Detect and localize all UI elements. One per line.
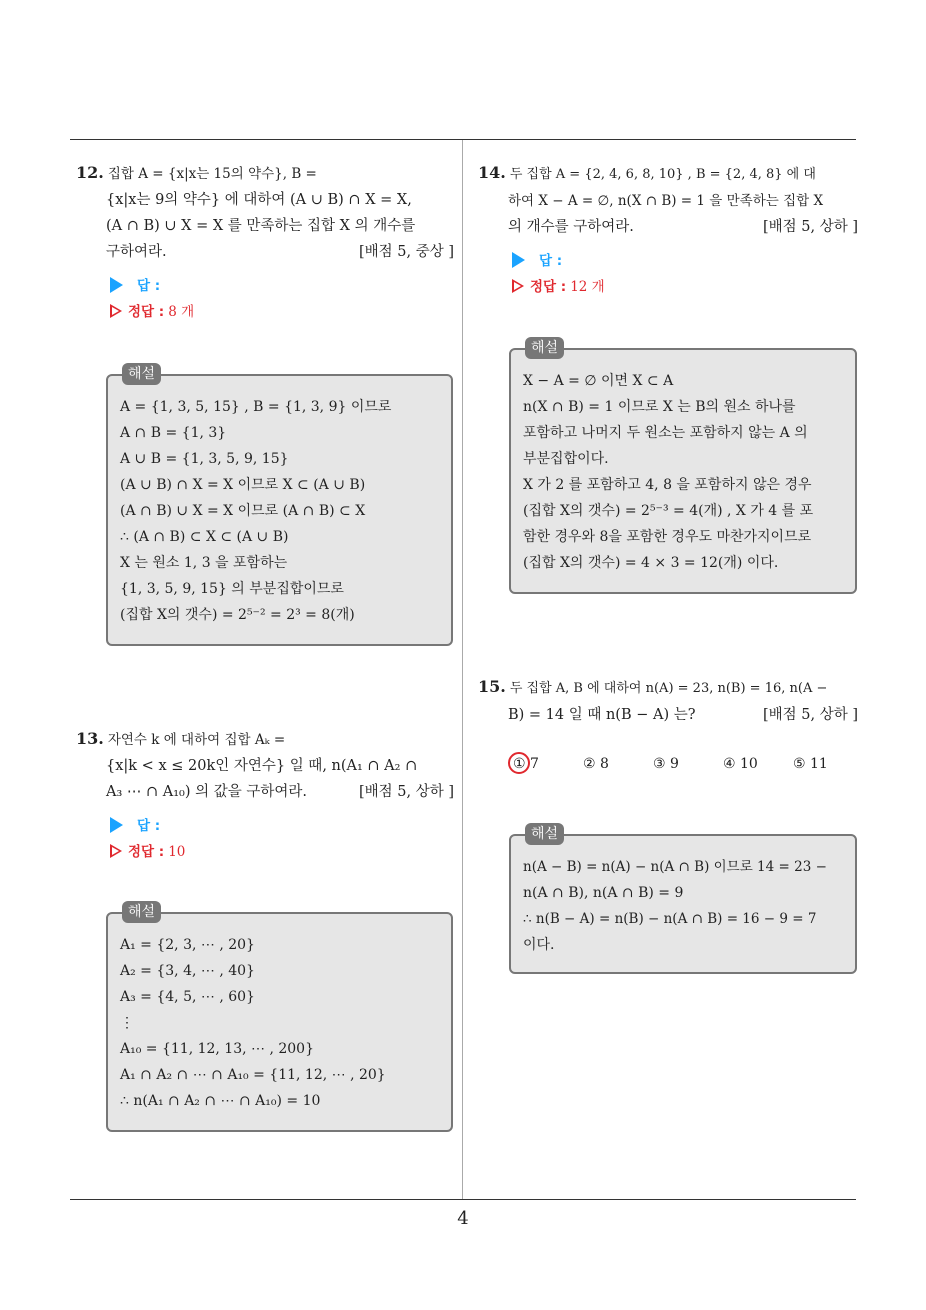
solution-line: 함한 경우와 8을 포함한 경우도 마찬가지이므로 [523, 529, 812, 545]
solution-line: A₁ = {2, 3, ⋯ , 20} [120, 937, 255, 953]
solution-line: A₁₀ = {11, 12, 13, ⋯ , 200} [120, 1041, 314, 1057]
question-12-text [76, 160, 454, 265]
choice-list [513, 756, 853, 780]
answer-label: 답 : [137, 818, 161, 834]
solution-line: 이다. [523, 937, 555, 953]
choice-label: ② 8 [583, 756, 609, 772]
solution-line: (A ∩ B) ∪ X = X 이므로 (A ∩ B) ⊂ X [120, 503, 366, 519]
solution-box-15 [509, 826, 857, 974]
question-line: 두 집합 A, B 에 대하여 n(A) = 23, n(B) = 16, n(A − [509, 681, 828, 696]
correct-label: 정답 : [128, 304, 165, 320]
solution-line: A ∩ B = {1, 3} [120, 425, 227, 441]
page-number: 4 [457, 1208, 469, 1229]
question-12 [76, 160, 454, 325]
choice-1[interactable] [513, 756, 539, 772]
choice-label: ③ 9 [653, 756, 679, 772]
solution-line: (집합 X의 갯수) = 2⁵⁻³ = 4(개) , X 가 4 를 포 [523, 503, 814, 519]
solution-line: {1, 3, 5, 9, 15} 의 부분집합이므로 [120, 581, 344, 597]
choice-label: ① 7 [513, 756, 539, 772]
correct-answer-row [110, 299, 454, 325]
play-icon [512, 252, 525, 268]
solution-line: A₂ = {3, 4, ⋯ , 40} [120, 963, 255, 979]
solution-line: n(A ∩ B), n(A ∩ B) = 9 [523, 885, 684, 901]
score-label: [배점 5, 중상 ] [358, 244, 454, 260]
question-line: 집합 A = {x|x는 15의 약수}, B = [107, 166, 317, 182]
correct-label: 정답 : [128, 844, 165, 860]
solution-line: A ∪ B = {1, 3, 5, 9, 15} [120, 451, 289, 467]
solution-tag: 해설 [525, 823, 564, 845]
solution-line: X 는 원소 1, 3 을 포함하는 [120, 555, 288, 571]
answer-row[interactable] [110, 273, 454, 299]
solution-line: (집합 X의 갯수) = 2⁵⁻² = 2³ = 8(개) [120, 607, 355, 623]
solution-line: ∴ (A ∩ B) ⊂ X ⊂ (A ∪ B) [120, 529, 289, 545]
solution-box-13 [106, 904, 453, 1132]
correct-value: 8 개 [168, 304, 195, 320]
choice-3[interactable] [653, 756, 679, 772]
play-icon [110, 817, 123, 833]
correct-answer-row [512, 274, 858, 300]
solution-line: ⋮ [120, 1015, 134, 1031]
solution-line: A₃ = {4, 5, ⋯ , 60} [120, 989, 255, 1005]
choice-5[interactable] [793, 756, 828, 772]
solution-line: (집합 X의 갯수) = 4 × 3 = 12(개) 이다. [523, 555, 779, 571]
top-rule [70, 139, 856, 140]
answer-row[interactable] [110, 813, 454, 839]
question-number: 15. [478, 677, 506, 696]
score-label: [배점 5, 상하 ] [358, 784, 454, 800]
question-line: B) = 14 일 때 n(B − A) 는? [508, 707, 696, 723]
outline-triangle-icon [512, 279, 524, 293]
choice-label: ⑤ 11 [793, 756, 828, 772]
question-line: {x|k < x ≤ 20k인 자연수} 일 때, n(A₁ ∩ A₂ ∩ [106, 758, 418, 774]
solution-box-12 [106, 366, 453, 646]
correct-value: 10 [168, 844, 186, 860]
column-divider [462, 140, 463, 1200]
question-line: A₃ ⋯ ∩ A₁₀) 의 값을 구하여라. [106, 784, 307, 800]
solution-line: ∴ n(B − A) = n(B) − n(A ∩ B) = 16 − 9 = 7 [523, 911, 817, 927]
question-15-text [478, 674, 858, 728]
solution-tag: 해설 [122, 363, 161, 385]
question-number: 12. [76, 163, 104, 182]
solution-line: A₁ ∩ A₂ ∩ ⋯ ∩ A₁₀ = {11, 12, ⋯ , 20} [120, 1067, 386, 1083]
score-label: [배점 5, 상하 ] [762, 707, 858, 723]
answer-label: 답 : [539, 253, 563, 269]
question-14-text [478, 160, 858, 240]
solution-line: 부분집합이다. [523, 451, 609, 467]
question-line: 하여 X − A = ∅, n(X ∩ B) = 1 을 만족하는 집합 X [508, 193, 824, 209]
outline-triangle-icon [110, 844, 122, 858]
question-line: 두 집합 A = {2, 4, 6, 8, 10} , B = {2, 4, 8} 에 대 [509, 167, 816, 182]
question-14 [478, 160, 858, 300]
question-number: 13. [76, 729, 104, 748]
question-13-text [76, 726, 454, 805]
selected-circle-mark [508, 752, 530, 774]
solution-line: (A ∪ B) ∩ X = X 이므로 X ⊂ (A ∪ B) [120, 477, 366, 493]
question-number: 14. [478, 163, 506, 182]
choice-2[interactable] [583, 756, 609, 772]
solution-line: n(X ∩ B) = 1 이므로 X 는 B의 원소 하나를 [523, 399, 796, 415]
bottom-rule [70, 1199, 856, 1200]
correct-answer-row [110, 839, 454, 865]
question-line: 구하여라. [106, 244, 167, 260]
question-line: 의 개수를 구하여라. [508, 219, 634, 235]
solution-line: A = {1, 3, 5, 15} , B = {1, 3, 9} 이므로 [120, 399, 392, 415]
answer-label: 답 : [137, 278, 161, 294]
solution-line: n(A − B) = n(A) − n(A ∩ B) 이므로 14 = 23 − [523, 859, 827, 875]
solution-line: X 가 2 를 포함하고 4, 8 을 포함하지 않은 경우 [523, 477, 812, 493]
question-line: (A ∩ B) ∪ X = X 를 만족하는 집합 X 의 개수를 [106, 218, 416, 234]
choice-label: ④ 10 [723, 756, 758, 772]
choice-4[interactable] [723, 756, 758, 772]
solution-line: ∴ n(A₁ ∩ A₂ ∩ ⋯ ∩ A₁₀) = 10 [120, 1093, 321, 1109]
solution-tag: 해설 [122, 901, 161, 923]
question-15 [478, 674, 858, 728]
correct-label: 정답 : [530, 279, 567, 295]
question-line: 자연수 k 에 대하여 집합 Aₖ = [107, 732, 286, 748]
score-label: [배점 5, 상하 ] [762, 219, 858, 235]
solution-box-14 [509, 340, 857, 594]
solution-line: X − A = ∅ 이면 X ⊂ A [523, 373, 674, 389]
correct-value: 12 개 [570, 279, 605, 295]
solution-line: 포함하고 나머지 두 원소는 포함하지 않는 A 의 [523, 425, 808, 441]
play-icon [110, 277, 123, 293]
solution-tag: 해설 [525, 337, 564, 359]
outline-triangle-icon [110, 304, 122, 318]
question-line: {x|x는 9의 약수} 에 대하여 (A ∪ B) ∩ X = X, [106, 192, 412, 208]
question-13 [76, 726, 454, 865]
answer-row[interactable] [512, 248, 858, 274]
